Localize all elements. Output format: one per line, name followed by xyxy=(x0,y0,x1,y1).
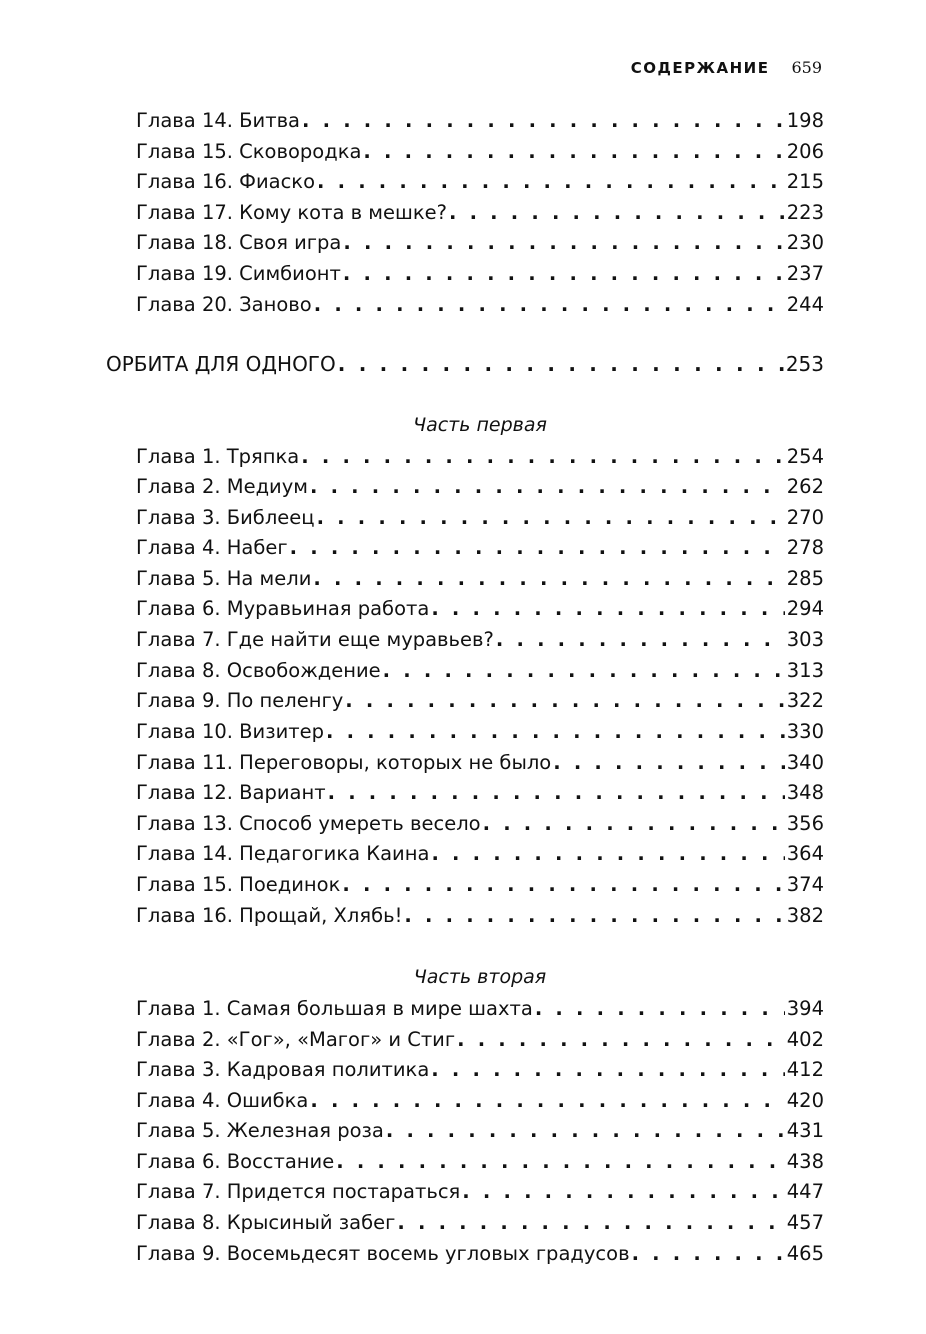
dot-leader xyxy=(449,198,785,228)
toc-entry-page: 431 xyxy=(786,1119,824,1142)
toc-entry-page: 198 xyxy=(786,109,824,132)
toc-entry xyxy=(136,106,824,136)
toc-entry-title: Глава 6. Восстание xyxy=(136,1150,335,1173)
toc-entry-page: 457 xyxy=(786,1211,824,1234)
toc-entry-title: Глава 1. Самая большая в мире шахта xyxy=(136,997,533,1020)
toc-entry xyxy=(136,228,824,258)
toc-entry xyxy=(136,259,824,289)
toc-entry-title: Глава 8. Освобождение xyxy=(136,659,381,682)
dot-leader xyxy=(345,686,784,716)
toc-entry xyxy=(136,1025,824,1055)
running-header xyxy=(631,58,822,77)
toc-entry-title: Глава 3. Библеец xyxy=(136,506,315,529)
dot-leader xyxy=(431,839,784,869)
toc-entry-title: Глава 5. На мели xyxy=(136,567,312,590)
toc-entry-title: Глава 18. Своя игра xyxy=(136,231,342,254)
toc-entry xyxy=(136,778,824,808)
toc-entry-title: Глава 9. По пеленгу xyxy=(136,689,344,712)
toc-entry-title: Глава 9. Восемьдесят восемь угловых градусов xyxy=(136,1242,630,1265)
toc-entry xyxy=(136,809,824,839)
toc-entry-title: Глава 7. Придется постараться xyxy=(136,1180,461,1203)
story-title: ОРБИТА ДЛЯ ОДНОГО xyxy=(106,352,336,376)
dot-leader xyxy=(404,901,784,931)
toc-entry xyxy=(136,686,824,716)
dot-leader xyxy=(397,1208,784,1238)
dot-leader xyxy=(535,994,785,1024)
story-entry xyxy=(106,349,824,379)
toc-entry xyxy=(136,167,824,197)
toc-entry xyxy=(136,1177,824,1207)
toc-entry xyxy=(136,564,824,594)
toc-entry xyxy=(136,1147,824,1177)
dot-leader xyxy=(310,1086,784,1116)
dot-leader xyxy=(431,594,784,624)
toc-entry-title: Глава 20. Заново xyxy=(136,293,312,316)
toc-entry xyxy=(136,1116,824,1146)
toc-entry xyxy=(136,137,824,167)
toc-entry-title: Глава 13. Способ умереть весело xyxy=(136,812,481,835)
toc-entry-page: 340 xyxy=(786,751,824,774)
toc-entry-title: Глава 14. Педагогика Каина xyxy=(136,842,430,865)
toc-entry-title: Глава 8. Крысиный забег xyxy=(136,1211,396,1234)
toc-entry-title: Глава 11. Переговоры, которых не было xyxy=(136,751,552,774)
dot-leader xyxy=(496,625,785,655)
toc-entry-page: 348 xyxy=(786,781,824,804)
dot-leader xyxy=(462,1177,784,1207)
toc-entry-page: 465 xyxy=(786,1242,824,1265)
dot-leader xyxy=(632,1239,785,1269)
part-heading: Часть первая xyxy=(413,414,547,436)
toc-entry-title: Глава 14. Битва xyxy=(136,109,301,132)
toc-entry-title: Глава 12. Вариант xyxy=(136,781,326,804)
toc-entry xyxy=(136,533,824,563)
dot-leader xyxy=(457,1025,785,1055)
toc-entry-page: 206 xyxy=(786,140,824,163)
toc-entry-title: Глава 2. Медиум xyxy=(136,475,308,498)
dot-leader xyxy=(383,656,785,686)
dot-leader xyxy=(553,748,785,778)
toc-entry-title: Глава 5. Железная роза xyxy=(136,1119,384,1142)
toc-entry xyxy=(136,656,824,686)
dot-leader xyxy=(301,442,785,472)
toc-entry xyxy=(136,748,824,778)
toc-entry-page: 356 xyxy=(786,812,824,835)
dot-leader xyxy=(342,870,784,900)
toc-entry xyxy=(136,994,824,1024)
dot-leader xyxy=(343,228,784,258)
toc-entry-page: 447 xyxy=(786,1180,824,1203)
toc-entry-title: Глава 16. Прощай, Хлябь! xyxy=(136,904,403,927)
toc-entry-page: 285 xyxy=(786,567,824,590)
dot-leader xyxy=(314,290,785,320)
dot-leader xyxy=(363,137,784,167)
toc-entry-title: Глава 17. Кому кота в мешке? xyxy=(136,201,447,224)
toc-entry xyxy=(136,1239,824,1269)
toc-entry xyxy=(136,594,824,624)
toc-entry-page: 420 xyxy=(786,1089,824,1112)
toc-entry-title: Глава 6. Муравьиная работа xyxy=(136,597,430,620)
toc-entry-title: Глава 7. Где найти еще муравьев? xyxy=(136,628,494,651)
toc-entry-page: 223 xyxy=(786,201,824,224)
toc-entry-page: 244 xyxy=(786,293,824,316)
toc-entry-page: 330 xyxy=(786,720,824,743)
toc-entry xyxy=(136,625,824,655)
page-number: 659 xyxy=(791,58,822,77)
toc-entry-page: 322 xyxy=(786,689,824,712)
toc-entry-page: 237 xyxy=(786,262,824,285)
toc-entry xyxy=(136,198,824,228)
toc-entry-page: 382 xyxy=(786,904,824,927)
dot-leader xyxy=(328,778,785,808)
toc-entry-title: Глава 1. Тряпка xyxy=(136,445,300,468)
toc-entry xyxy=(136,901,824,931)
toc-entry-page: 215 xyxy=(786,170,824,193)
dot-leader xyxy=(317,167,785,197)
toc-entry-page: 364 xyxy=(786,842,824,865)
dot-leader xyxy=(317,503,785,533)
toc-entry-title: Глава 4. Набег xyxy=(136,536,288,559)
dot-leader xyxy=(313,564,784,594)
toc-entry-title: Глава 2. «Гог», «Магог» и Стиг xyxy=(136,1028,456,1051)
toc-entry-page: 402 xyxy=(786,1028,824,1051)
toc-entry-page: 254 xyxy=(786,445,824,468)
toc-entry xyxy=(136,290,824,320)
toc-entry xyxy=(136,1208,824,1238)
toc-entry-title: Глава 3. Кадровая политика xyxy=(136,1058,430,1081)
section-title: СОДЕРЖАНИЕ xyxy=(630,59,770,77)
toc-entry-page: 230 xyxy=(786,231,824,254)
toc-entry-page: 438 xyxy=(786,1150,824,1173)
dot-leader xyxy=(338,349,784,379)
toc-entry xyxy=(136,839,824,869)
toc-entry-title: Глава 10. Визитер xyxy=(136,720,324,743)
toc-entry-title: Глава 15. Сковородка xyxy=(136,140,362,163)
dot-leader xyxy=(302,106,785,136)
toc-entry-title: Глава 16. Фиаско xyxy=(136,170,315,193)
dot-leader xyxy=(343,259,785,289)
toc-entry-page: 412 xyxy=(786,1058,824,1081)
dot-leader xyxy=(326,717,785,747)
dot-leader xyxy=(386,1116,785,1146)
toc-entry-page: 303 xyxy=(786,628,824,651)
toc-entry xyxy=(136,717,824,747)
toc-entry xyxy=(136,503,824,533)
toc-entry xyxy=(136,870,824,900)
part-heading: Часть вторая xyxy=(413,966,547,988)
toc-entry-page: 262 xyxy=(786,475,824,498)
toc-entry xyxy=(136,442,824,472)
toc-entry xyxy=(136,1086,824,1116)
toc-entry-page: 270 xyxy=(786,506,824,529)
dot-leader xyxy=(483,809,785,839)
toc-entry xyxy=(136,472,824,502)
toc-entry-page: 278 xyxy=(786,536,824,559)
toc-entry-title: Глава 15. Поединок xyxy=(136,873,341,896)
toc-entry-page: 394 xyxy=(786,997,824,1020)
dot-leader xyxy=(290,533,785,563)
toc-entry-page: 313 xyxy=(786,659,824,682)
toc-entry-page: 374 xyxy=(786,873,824,896)
toc-entry-page: 294 xyxy=(786,597,824,620)
toc-entry xyxy=(136,1055,824,1085)
dot-leader xyxy=(336,1147,785,1177)
toc-entry-title: Глава 19. Симбионт xyxy=(136,262,341,285)
toc-entry-title: Глава 4. Ошибка xyxy=(136,1089,309,1112)
dot-leader xyxy=(310,472,785,502)
dot-leader xyxy=(431,1055,784,1085)
story-page: 253 xyxy=(785,352,824,376)
